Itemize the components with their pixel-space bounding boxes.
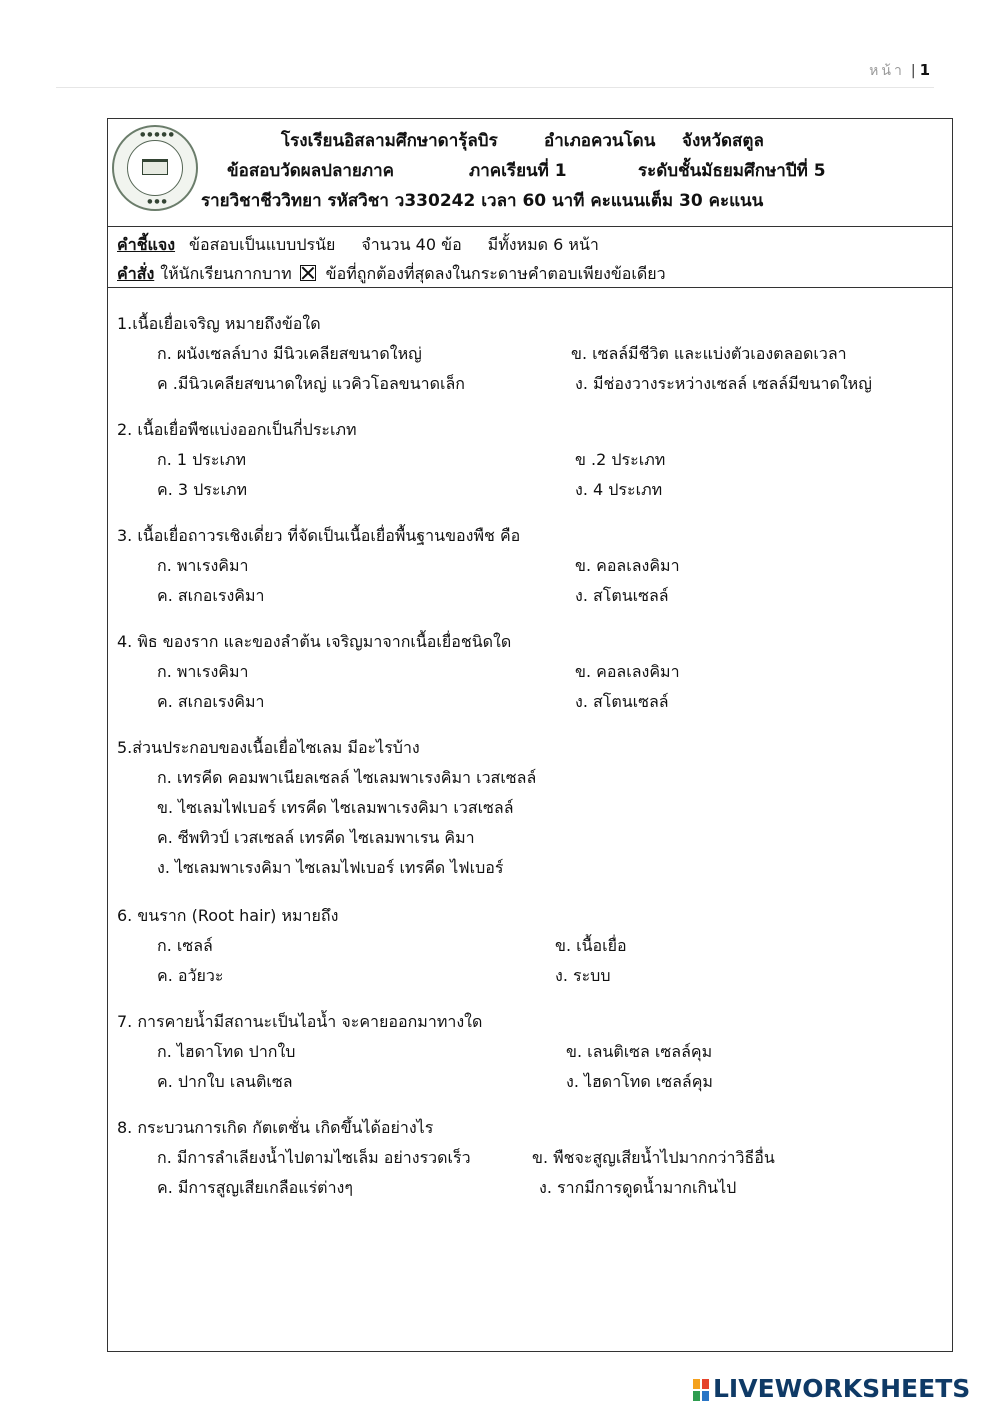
directive-text: ข้อสอบเป็นแบบปรนัย [189, 235, 336, 254]
question-5-stem: 5.ส่วนประกอบของเนื้อเยื่อไซเลม มีอะไรบ้าง [117, 738, 420, 757]
question-2-option-a[interactable]: ก. 1 ประเภท [157, 450, 247, 469]
question-1-option-d[interactable]: ง. มีช่องวางระหว่างเซลล์ เซลล์มีขนาดใหญ่ [575, 374, 872, 393]
question-4-option-c[interactable]: ค. สเกอเรงคิมา [157, 692, 265, 711]
semester-label: ภาคเรียนที่ 1 [469, 161, 567, 181]
question-2-stem: 2. เนื้อเยื่อพืชแบ่งออกเป็นกี่ประเภท [117, 420, 357, 439]
question-4-option-a[interactable]: ก. พาเรงคิมา [157, 662, 249, 681]
command-text-before: ให้นักเรียนกากบาท [160, 264, 292, 283]
subject-info: รายวิชาชีววิทยา รหัสวิชา ว330242 เวลา 60 นาที คะแนนเต็ม 30 คะแนน [201, 191, 764, 211]
question-6-option-b[interactable]: ข. เนื้อเยื่อ [555, 936, 627, 955]
question-1-option-b[interactable]: ข. เซลล์มีชีวิต และแบ่งตัวเองตลอดเวลา [571, 344, 847, 363]
question-6-stem: 6. ขนราก (Root hair) หมายถึง [117, 906, 339, 925]
question-8-option-a[interactable]: ก. มีการลำเลียงน้ำไปตามไซเล็ม อย่างรวดเร็ว [157, 1148, 471, 1167]
checkbox-x-icon [300, 265, 316, 281]
question-1-option-c[interactable]: ค .มีนิวเคลียสขนาดใหญ่ แวคิวโอลขนาดเล็ก [157, 374, 465, 393]
question-7-option-d[interactable]: ง. ไฮดาโทด เซลล์คุม [566, 1072, 713, 1091]
question-7-option-c[interactable]: ค. ปากใบ เลนติเซล [157, 1072, 293, 1091]
province-name: จังหวัดสตูล [682, 131, 764, 151]
brand-square-2 [702, 1379, 709, 1389]
question-4-option-d[interactable]: ง. สโตนเซลล์ [575, 692, 669, 711]
exam-sheet [107, 118, 953, 1352]
question-3-option-d[interactable]: ง. สโตนเซลล์ [575, 586, 669, 605]
brand-square-1 [693, 1379, 700, 1389]
question-6-option-d[interactable]: ง. ระบบ [555, 966, 611, 985]
page-number: 1 [919, 61, 930, 79]
page-label: หน้า [869, 63, 905, 79]
question-4-option-b[interactable]: ข. คอลเลงคิมา [575, 662, 680, 681]
directive-line [117, 233, 599, 258]
question-8-option-d[interactable]: ง. รากมีการดูดน้ำมากเกินไป [539, 1178, 737, 1197]
question-7-option-a[interactable]: ก. ไฮดาโทด ปากใบ [157, 1042, 296, 1061]
header-rule [56, 87, 934, 88]
liveworksheets-mark-icon [693, 1379, 710, 1401]
question-6-option-c[interactable]: ค. อวัยวะ [157, 966, 224, 985]
command-text-after: ข้อที่ถูกต้องที่สุดลงในกระดาษคำตอบเพียงข้อเดียว [325, 264, 666, 283]
question-8-option-b[interactable]: ข. พืชจะสูญเสียน้ำไปมากกว่าวิธีอื่น [532, 1148, 775, 1167]
pages-text: มีทั้งหมด 6 หน้า [487, 235, 599, 254]
question-7-option-b[interactable]: ข. เลนติเซล เซลล์คุม [566, 1042, 713, 1061]
district-name: อำเภอควนโดน [544, 131, 656, 151]
exam-title: ข้อสอบวัดผลปลายภาค [227, 161, 395, 181]
question-5-option-a[interactable]: ก. เทรคีด คอมพาเนียลเซลล์ ไซเลมพาเรงคิมา เวสเซลล์ [157, 768, 537, 787]
question-7-stem: 7. การคายน้ำมีสถานะเป็นไอน้ำ จะคายออกมาทางใด [117, 1012, 483, 1031]
question-1-stem: 1.เนื้อเยื่อเจริญ หมายถึงข้อใด [117, 314, 321, 333]
page-separator: | [910, 63, 916, 79]
school-name: โรงเรียนอิสลามศึกษาดารุ้ลบิร [281, 131, 498, 151]
question-4-stem: 4. พิธ ของราก และของลำต้น เจริญมาจากเนื้อเยื่อชนิดใด [117, 632, 512, 651]
question-5-option-c[interactable]: ค. ซีพทิวป์ เวสเซลล์ เทรคีด ไซเลมพาเรน คิมา [157, 828, 475, 847]
question-2-option-c[interactable]: ค. 3 ประเภท [157, 480, 248, 499]
instructions-section [108, 227, 952, 288]
count-text: จำนวน 40 ข้อ [361, 235, 462, 254]
question-3-option-b[interactable]: ข. คอลเลงคิมา [575, 556, 680, 575]
question-1-option-a[interactable]: ก. ผนังเซลล์บาง มีนิวเคลียสขนาดใหญ่ [157, 344, 422, 363]
command-line [117, 262, 666, 287]
question-3-option-c[interactable]: ค. สเกอเรงคิมา [157, 586, 265, 605]
school-logo-icon: ● ● ● ● ● ● ● ● [112, 125, 198, 211]
directive-label: คำชี้แจง [117, 235, 176, 254]
question-8-stem: 8. กระบวนการเกิด กัตเตชั่น เกิดขึ้นได้อย่างไร [117, 1118, 434, 1137]
question-5-option-d[interactable]: ง. ไซเลมพาเรงคิมา ไซเลมไฟเบอร์ เทรคีด ไฟเบอร์ [157, 858, 504, 877]
question-2-option-d[interactable]: ง. 4 ประเภท [575, 480, 663, 499]
brand-square-4 [702, 1391, 709, 1401]
grade-level: ระดับชั้นมัธยมศึกษาปีที่ 5 [638, 161, 826, 181]
liveworksheets-wordmark: LIVEWORKSHEETS [713, 1374, 971, 1403]
school-header [108, 119, 952, 227]
page-number-header [869, 60, 930, 82]
question-6-option-a[interactable]: ก. เซลล์ [157, 936, 213, 955]
brand-square-3 [693, 1391, 700, 1401]
question-3-stem: 3. เนื้อเยื่อถาวรเชิงเดี่ยว ที่จัดเป็นเนื้อเยื่อพื้นฐานของพืช คือ [117, 526, 521, 545]
question-3-option-a[interactable]: ก. พาเรงคิมา [157, 556, 249, 575]
command-label: คำสั่ง [117, 264, 155, 283]
question-8-option-c[interactable]: ค. มีการสูญเสียเกลือแร่ต่างๆ [157, 1178, 353, 1197]
question-2-option-b[interactable]: ข .2 ประเภท [575, 450, 666, 469]
question-5-option-b[interactable]: ข. ไซเลมไฟเบอร์ เทรคีด ไซเลมพาเรงคิมา เวสเซลล์ [157, 798, 514, 817]
